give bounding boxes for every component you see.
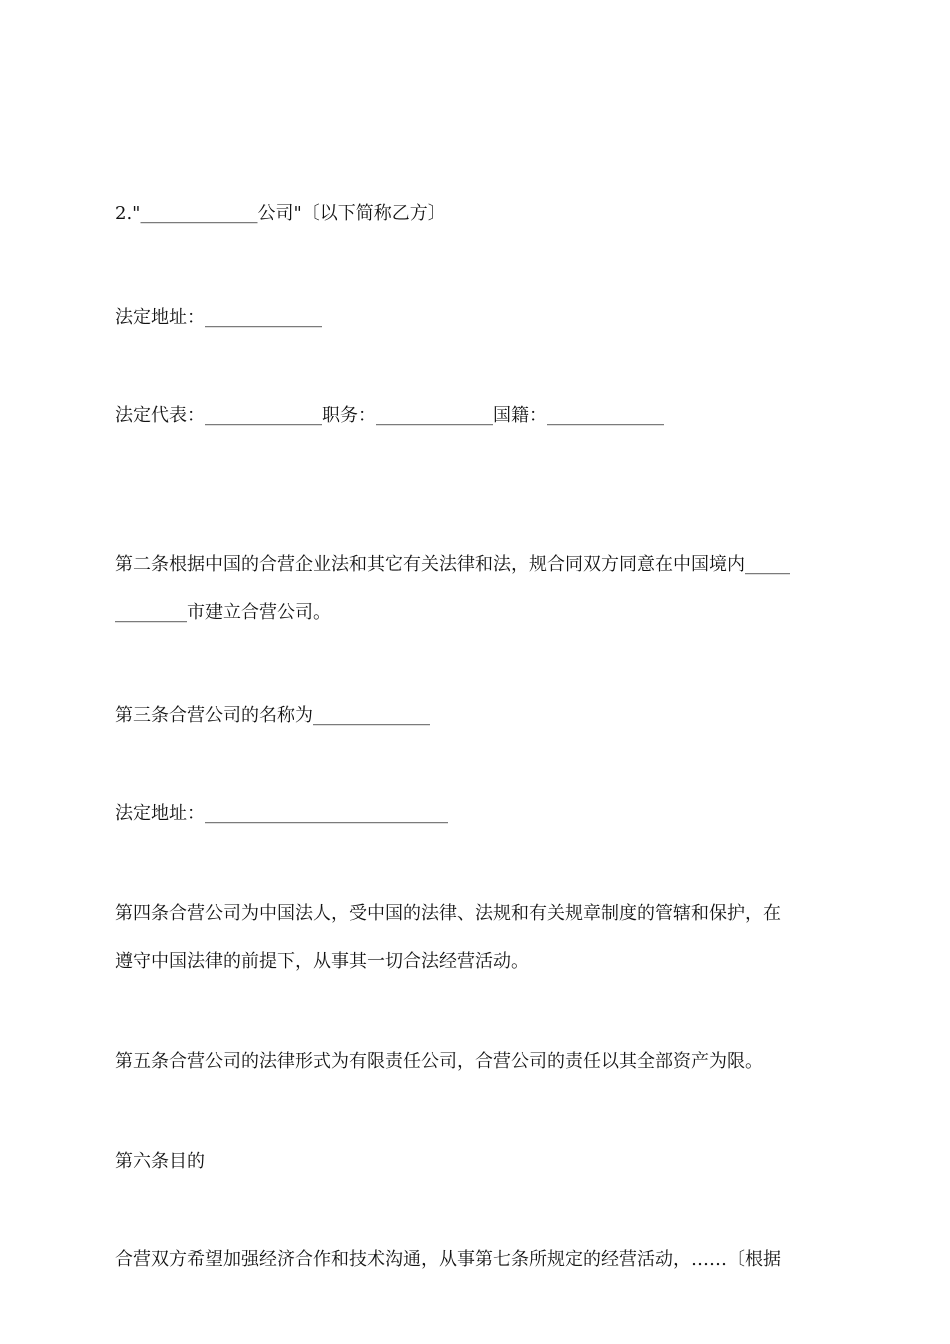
article-6-heading: 第六条目的 <box>115 1151 205 1172</box>
article-5-line: 第五条合营公司的法律形式为有限责任公司，合营公司的责任以其全部资产为限。 <box>115 1051 763 1072</box>
article-4-line-1: 第四条合营公司为中国法人，受中国的法律、法规和有关规章制度的管辖和保护，在 <box>115 903 781 924</box>
article-2-line-2: ________市建立合营公司。 <box>115 602 331 623</box>
article-2-line-1: 第二条根据中国的合营企业法和其它有关法律和法，规合同双方同意在中国境内_____ <box>115 554 790 575</box>
party-b-representative-line: 法定代表：_____________职务：_____________国籍：_____________ <box>115 405 664 426</box>
article-4-line-2: 遵守中国法律的前提下，从事其一切合法经营活动。 <box>115 951 529 972</box>
article-6-paragraph-line: 合营双方希望加强经济合作和技术沟通，从事第七条所规定的经营活动，……〔根据 <box>115 1249 781 1270</box>
party-b-address-line: 法定地址：_____________ <box>115 307 322 328</box>
article-3-line: 第三条合营公司的名称为_____________ <box>115 705 430 726</box>
joint-venture-address-line: 法定地址：___________________________ <box>115 803 448 824</box>
party-b-line: 2."_____________公司"〔以下简称乙方〕 <box>115 203 446 224</box>
